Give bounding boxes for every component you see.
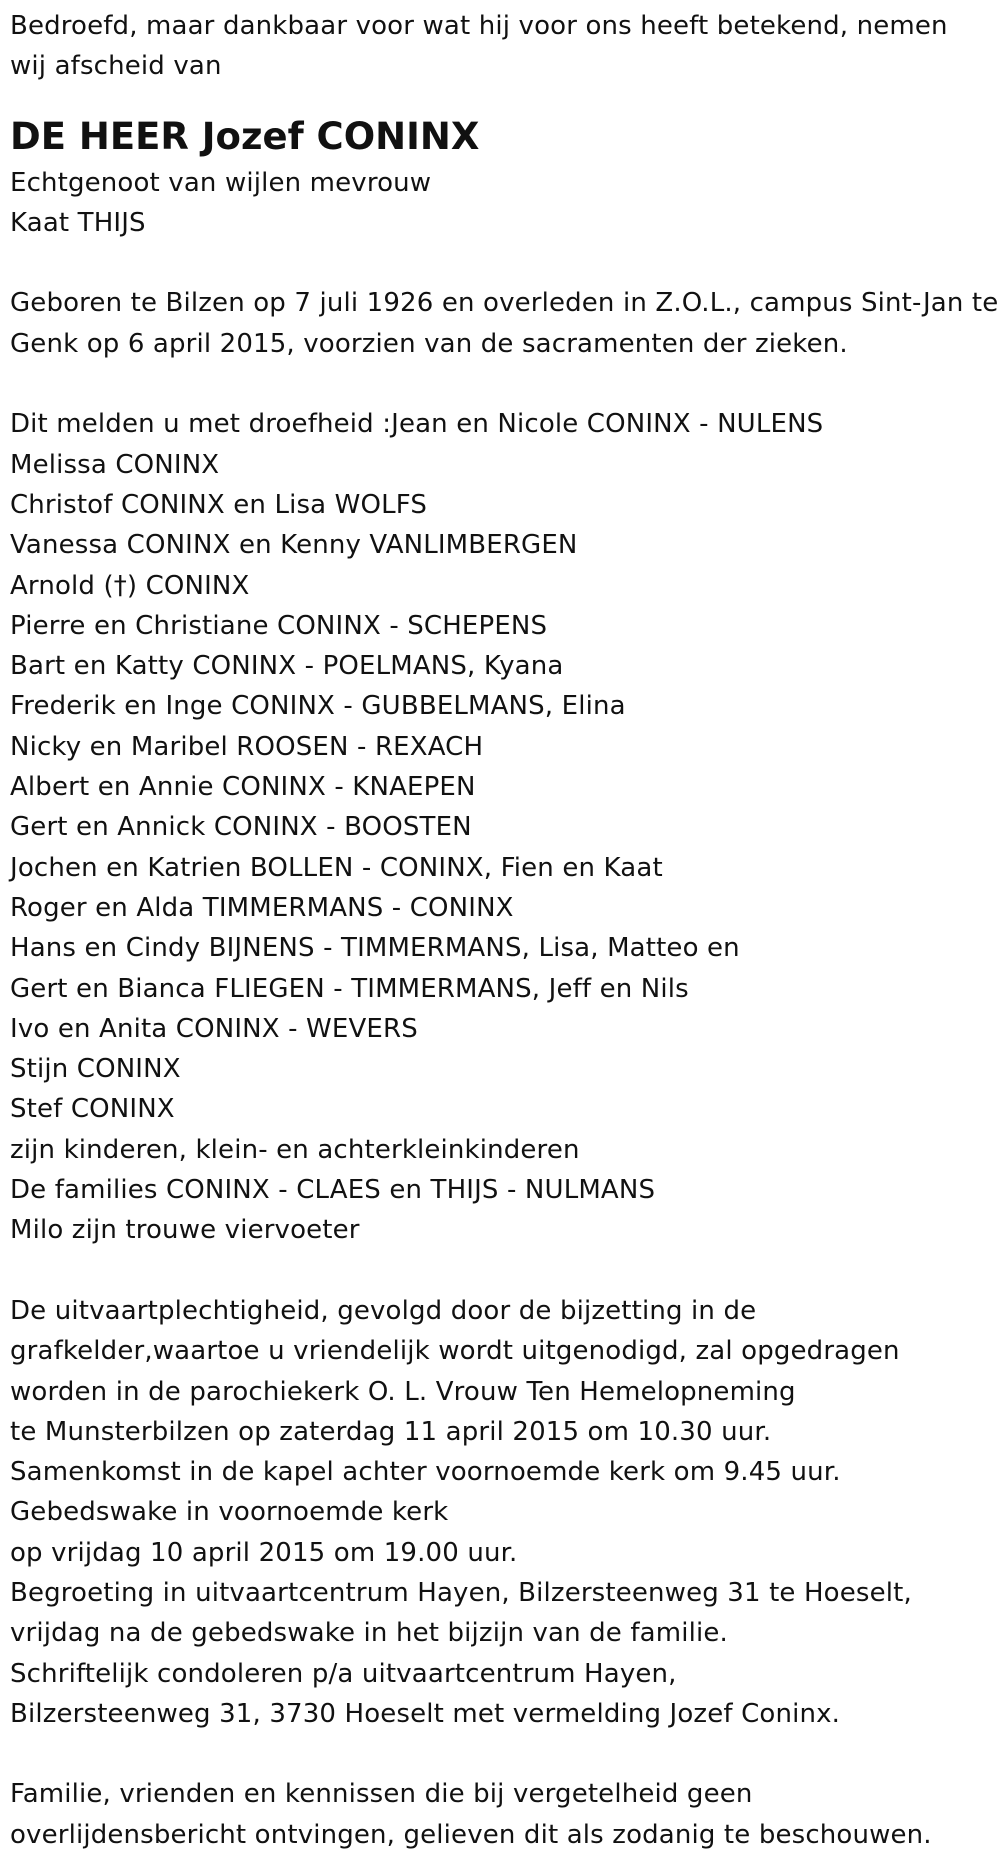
ceremony-line: Bilzersteenweg 31, 3730 Hoeselt met vermelding Jozef Coninx. (10, 1698, 841, 1729)
spouse-line: Echtgenoot van wijlen mevrouw (10, 167, 432, 198)
spacer (10, 1734, 995, 1774)
intro-section (10, 6, 995, 87)
family-line: Ivo en Anita CONINX - WEVERS (10, 1013, 418, 1044)
family-section (10, 404, 995, 1250)
ceremony-line: Schriftelijk condoleren p/a uitvaartcentrum Hayen, (10, 1658, 677, 1689)
closing-line: Familie, vrienden en kennissen die bij vergetelheid geen (10, 1779, 753, 1810)
ceremony-line: Begroeting in uitvaartcentrum Hayen, Bilzersteenweg 31 te Hoeselt, (10, 1577, 912, 1608)
ceremony-line: De uitvaartplechtigheid, gevolgd door de bijzetting in de (10, 1295, 757, 1326)
family-line: Gert en Bianca FLIEGEN - TIMMERMANS, Jeff en Nils (10, 973, 689, 1004)
family-line: Albert en Annie CONINX - KNAEPEN (10, 772, 476, 803)
family-line: Milo zijn trouwe viervoeter (10, 1215, 360, 1246)
spouse-line: Kaat THIJS (10, 207, 146, 238)
family-line: Frederik en Inge CONINX - GUBBELMANS, Elina (10, 691, 626, 722)
spacer (10, 1251, 995, 1291)
birth-death-line: Geboren te Bilzen op 7 juli 1926 en overleden in Z.O.L., campus Sint-Jan te (10, 288, 999, 319)
ceremony-line: vrijdag na de gebedswake in het bijzijn van de familie. (10, 1618, 728, 1649)
family-line: Pierre en Christiane CONINX - SCHEPENS (10, 610, 548, 641)
spouse-section (10, 163, 995, 244)
obituary-document (10, 6, 999, 1855)
closing-section (10, 1774, 995, 1855)
family-line: Gert en Annick CONINX - BOOSTEN (10, 812, 472, 843)
spacer (10, 87, 995, 105)
family-line: Jochen en Katrien BOLLEN - CONINX, Fien en Kaat (10, 852, 663, 883)
family-line: Christof CONINX en Lisa WOLFS (10, 489, 428, 520)
birth-death-line: Genk op 6 april 2015, voorzien van de sacramenten der zieken. (10, 328, 848, 359)
family-line: Melissa CONINX (10, 449, 220, 480)
birth-death-section (10, 283, 999, 364)
family-line: Nicky en Maribel ROOSEN - REXACH (10, 731, 484, 762)
ceremony-line: Gebedswake in voornoemde kerk (10, 1497, 449, 1528)
family-line: De families CONINX - CLAES en THIJS - NULMANS (10, 1175, 656, 1206)
closing-line: overlijdensbericht ontvingen, gelieven dit als zodanig te beschouwen. (10, 1819, 932, 1850)
family-line: Roger en Alda TIMMERMANS - CONINX (10, 892, 514, 923)
ceremony-line: op vrijdag 10 april 2015 om 19.00 uur. (10, 1537, 518, 1568)
spacer (10, 364, 995, 404)
ceremony-line: Samenkomst in de kapel achter voornoemde kerk om 9.45 uur. (10, 1457, 841, 1488)
spacer (10, 243, 995, 283)
family-line: Stijn CONINX (10, 1054, 181, 1085)
ceremony-line: te Munsterbilzen op zaterdag 11 april 2015 om 10.30 uur. (10, 1416, 772, 1447)
family-line: Bart en Katty CONINX - POELMANS, Kyana (10, 651, 564, 682)
family-line: Vanessa CONINX en Kenny VANLIMBERGEN (10, 530, 578, 561)
family-line: Dit melden u met droefheid :Jean en Nicole CONINX - NULENS (10, 409, 824, 440)
family-line: Arnold (†) CONINX (10, 570, 250, 601)
ceremony-line: grafkelder,waartoe u vriendelijk wordt uitgenodigd, zal opgedragen (10, 1336, 900, 1367)
ceremony-line: worden in de parochiekerk O. L. Vrouw Ten Hemelopneming (10, 1376, 796, 1407)
family-line: zijn kinderen, klein- en achterkleinkinderen (10, 1134, 580, 1165)
ceremony-section (10, 1291, 995, 1734)
family-line: Stef CONINX (10, 1094, 175, 1125)
intro-line: wij afscheid van (10, 51, 222, 82)
intro-line: Bedroefd, maar dankbaar voor wat hij voor ons heeft betekend, nemen (10, 11, 948, 41)
family-line: Hans en Cindy BIJNENS - TIMMERMANS, Lisa, Matteo en (10, 933, 740, 964)
deceased-name: DE HEER Jozef CONINX (10, 114, 480, 158)
